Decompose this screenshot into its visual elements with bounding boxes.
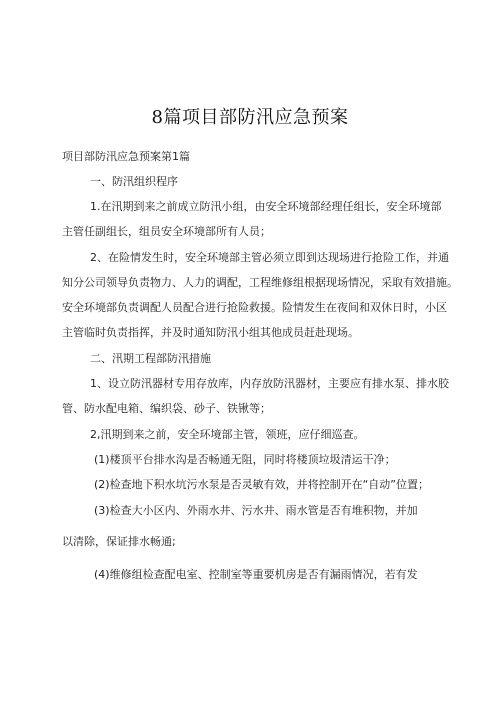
paragraph-line: 主管临时负责指挥，并及时通知防汛小组其他成员赶赴现场。 [62,326,359,339]
paragraph-line: 2、在险情发生时，安全环境部主管必须立即到达现场进行抢险工作，并通 [90,251,449,264]
paragraph-line: 2,汛期到来之前，安全环境部主管，领班，应仔细巡查。 [90,428,365,441]
document-title: 8篇项目部防汛应急预案 [151,107,349,128]
paragraph-line: 以清除，保证排水畅通; [62,535,176,548]
paragraph-line: 1.在汛期到来之前成立防汛小组，由安全环境部经理任组长，安全环境部 [90,200,442,213]
list-item: (2)检查地下积水坑污水泵是否灵敏有效，并将控制开在“自动”位置； [94,478,429,491]
subsection-heading: 二、汛期工程部防汛措施 [90,352,211,365]
paragraph-line: 主管任副组长，组员安全环境部所有人员； [62,225,271,238]
list-item: (3)检查大小区内、外雨水井、污水井、雨水管是否有堆积物，并加 [94,504,418,517]
list-item: (1)楼顶平台排水沟是否畅通无阻，同时将楼顶垃圾清运干净； [94,453,396,466]
paragraph-line: 安全环境部负责调配人员配合进行抢险救援。险情发生在夜间和双休日时，小区 [62,301,447,314]
paragraph-line: 知分公司领导负责物力、人力的调配，工程维修组根据现场情况，采取有效措施。 [62,276,458,289]
list-item: (4)维修组检查配电室、控制室等重要机房是否有漏雨情况，若有发 [94,568,418,581]
paragraph-line: 管、防水配电箱、编织袋、砂子、铁锹等； [62,402,271,415]
subsection-heading: 一、防汛组织程序 [90,175,178,188]
paragraph-line: 1、设立防汛器材专用存放库，内存放防汛器材，主要应有排水泵、排水胶 [90,377,449,390]
section-heading-1: 项目部防汛应急预案第1篇 [62,150,190,163]
